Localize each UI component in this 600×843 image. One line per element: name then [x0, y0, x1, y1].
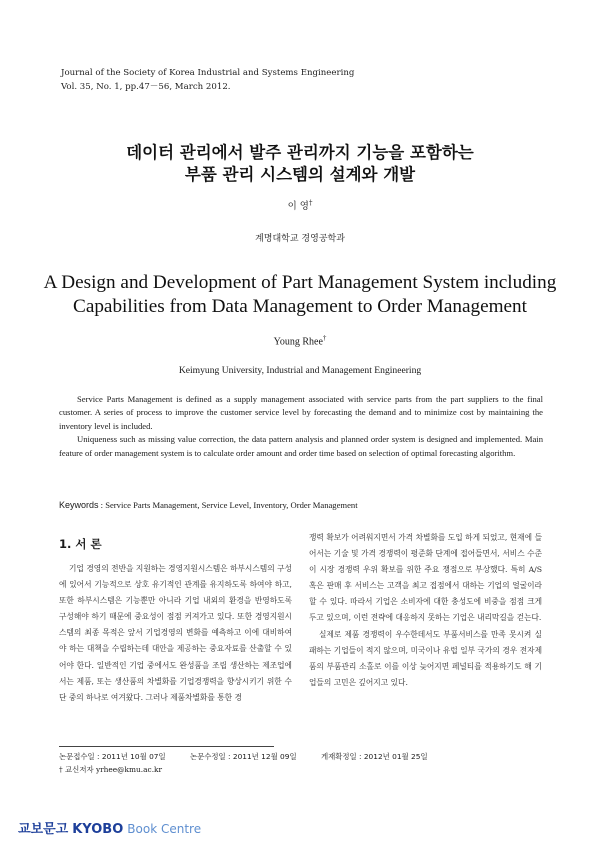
footnote-dates [59, 751, 450, 763]
english-author [0, 334, 600, 347]
abstract-paragraph-2: Uniqueness such as missing value correction, the data pattern analysis and planned order system is designed and implemented. Main feature of order management system is to calculate order amount and order time based on selection of optimal forecasting algorithm. [59, 434, 543, 458]
english-title-line2: Capabilities from Data Management to Order Management [73, 296, 527, 317]
journal-name: Journal of the Society of Korea Industrial and Systems Engineering [61, 68, 355, 78]
english-title [20, 271, 580, 319]
journal-header [61, 66, 354, 94]
brand-korean: 교보문고 [18, 822, 69, 837]
brand-name: KYOBO [72, 822, 124, 837]
body-paragraph: 기업 경영의 전반을 지원하는 경영지원시스템은 하부시스템의 구성에 있어서 기능적으로 상호 유기적인 관계를 유지하도록 하여야 하고, 또한 하부시스템은 기능뿐만 아니라 기업 내외의 환경을 반영하도록 구성해야 하기 때문에 중요성이 점점 커져가고 있다. 또한 경영지원시스템의 최종 목적은 앞서 기업경영의 변화를 예측하고 이에 대비하여야 하는 대책을 수립하는데 대안을 제공하는 중요자료를 산출할 수 있어야 한다. 일반적인 기업 중에서도 완성품을 조립 생산하는 제조업에서는 제품, 또는 생산품의 차별화를 기업경쟁력을 향상시키기 위한 수단 중의 하나로 여겨왔다. 그러나 제품차별화를 통한 경 [59, 564, 292, 702]
brand-suffix: Book Centre [127, 822, 202, 836]
body-column-right [309, 530, 542, 691]
body-paragraph: 실제로 제품 경쟁력이 우수한데서도 부품서비스를 만족 못시켜 실패하는 기업들이 적지 않으며, 미국이나 유럽 일부 국가의 경우 전자제품의 부품관리 소홀로 이를 이상 늦어지면 페널티를 적용하기도 해 기업들의 고민은 깊어지고 있다. [309, 629, 542, 687]
body-paragraph-continued: 쟁력 확보가 어려워지면서 가격 차별화를 도입 하게 되었고, 현재에 들어서는 기술 및 가격 경쟁력이 평준화 단계에 접어들면서, 서비스 수준이 시장 경쟁력 우위 확보를 위한 주요 쟁점으로 부상했다. 특히 A/S 혹은 판매 후 서비스는 고객을 최고 접점에서 대하는 기업의 얼굴이라 할 수 있다. 따라서 기업은 소비자에 대한 충성도에 비중을 점점 크게 두고 있으며, 이런 전략에 대응하지 못하는 기업은 내리막길을 걷는다. [309, 533, 542, 623]
keywords-label: Keywords [59, 500, 99, 510]
journal-volume: Vol. 35, No. 1, pp.47－56, March 2012. [61, 82, 231, 92]
korean-author-name: 이 영 [287, 201, 309, 212]
section-heading: 1. 서 론 [59, 537, 102, 551]
body-column-left [59, 561, 292, 706]
korean-title [0, 142, 600, 186]
accepted-date: 게재확정일 : 2012년 01월 25일 [320, 752, 428, 761]
revised-date: 논문수정일 : 2011년 12월 09일 [189, 752, 297, 761]
kyobo-watermark [18, 818, 201, 837]
received-date: 논문접수일 : 2011년 10월 07일 [59, 752, 166, 761]
keywords-text: : Service Parts Management, Service Level, Inventory, Order Management [100, 500, 358, 510]
abstract-paragraph-1: Service Parts Management is defined as a supply management associated with service parts from the part suppliers to the final customer. A series of process to improve the customer service level by forecasting the demand and to minimize cost by maintaining the inventory level is included. [59, 394, 543, 431]
korean-affiliation: 계명대학교 경영공학과 [255, 234, 345, 244]
keywords [59, 499, 543, 511]
english-author-name: Young Rhee [273, 336, 323, 348]
corresponding-mark: † [308, 198, 313, 207]
korean-author [0, 198, 600, 212]
footnote-divider [59, 746, 274, 747]
english-affiliation: Keimyung University, Industrial and Management Engineering [178, 365, 422, 376]
english-corresponding-mark: † [322, 334, 327, 342]
english-title-line1: A Design and Development of Part Management System including [43, 272, 557, 293]
korean-title-line1: 데이터 관리에서 발주 관리까지 기능을 포함하는 [126, 143, 474, 162]
corresponding-author-footnote: † 교신저자 yrhee@kmu.ac.kr [59, 765, 163, 774]
abstract [59, 393, 543, 460]
korean-title-line2: 부품 관리 시스템의 설계와 개발 [184, 165, 416, 184]
